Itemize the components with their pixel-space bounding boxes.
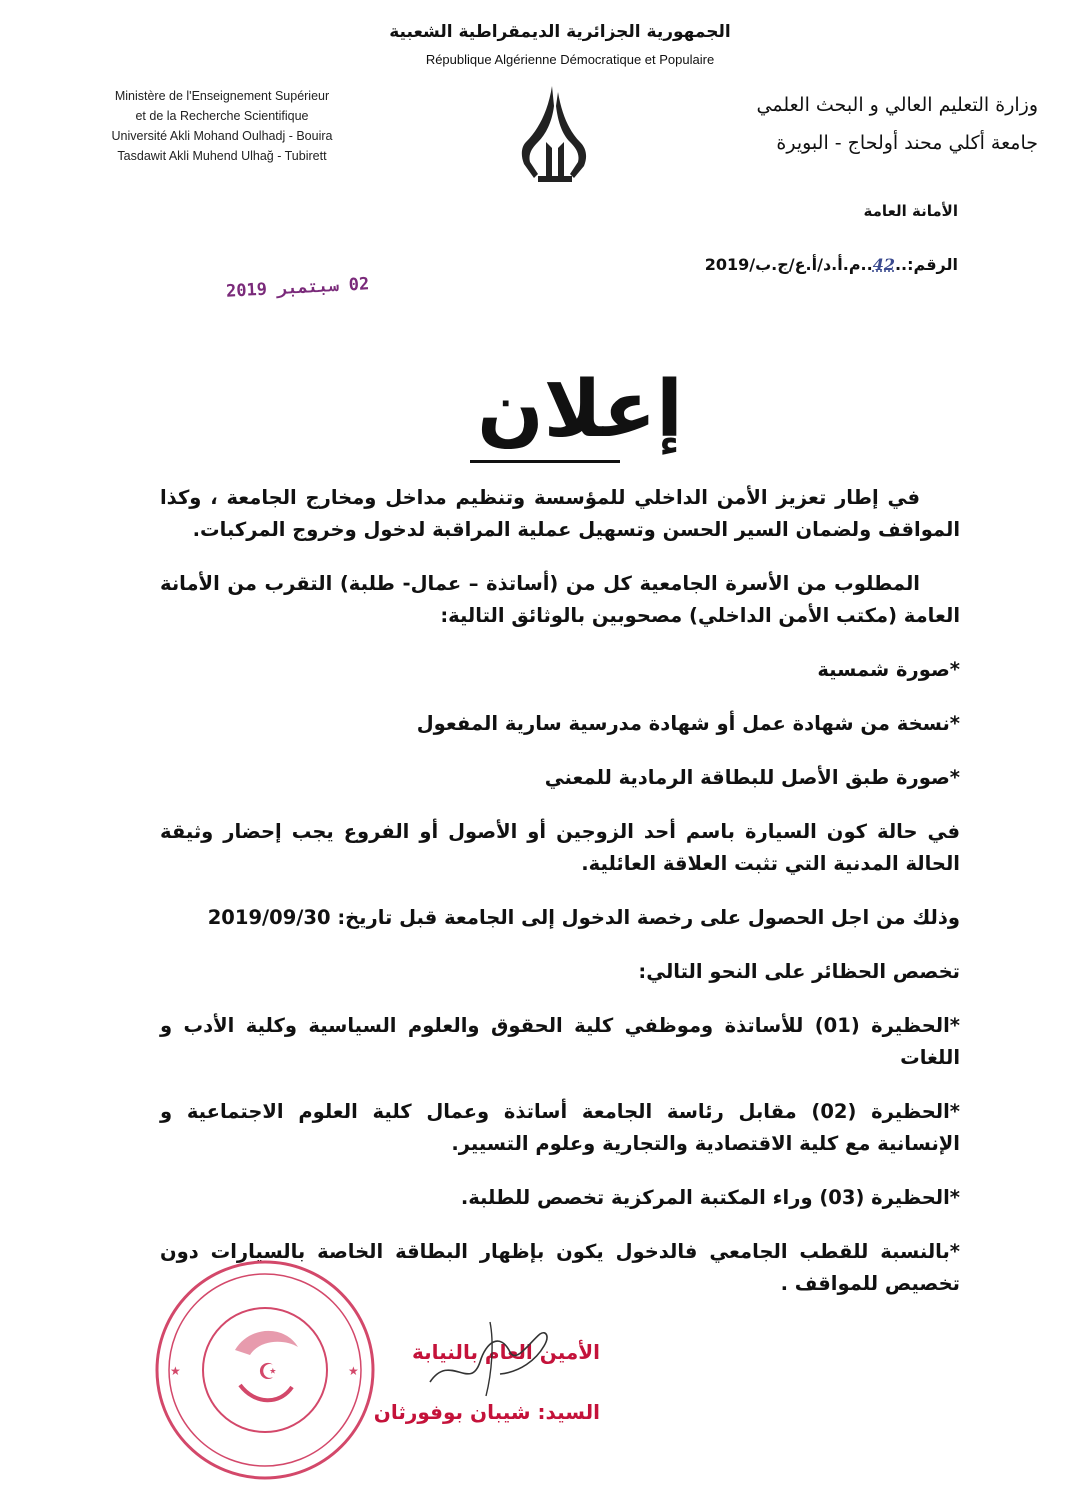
family-vehicle-paragraph: في حالة كون السيارة باسم أحد الزوجين أو الأصول أو الفروع يجب إحضار وثيقة الحالة المدنية التي تثبت العلاقة العائلية. xyxy=(160,820,960,875)
ministry-line-arabic: وزارة التعليم العالي و البحث العلمي xyxy=(756,94,1038,116)
ministry-line-2: et de la Recherche Scientifique xyxy=(135,109,309,123)
institution-block-arabic xyxy=(738,86,1038,162)
university-kabyle-line: Tasdawit Akli Muhend Ulhağ - Tubirett xyxy=(117,149,327,163)
university-line: Université Akli Mohand Oulhadj - Bouira xyxy=(111,129,333,143)
official-seal-icon xyxy=(150,1255,380,1485)
svg-text:★: ★ xyxy=(170,1364,181,1378)
parking-item-01: *الحظيرة (01) للأساتذة وموظفي كلية الحقوق والعلوم السياسية وكلية الأدب و اللغات xyxy=(160,1014,961,1069)
republic-name-arabic: الجمهورية الجزائرية الديمقراطية الشعبية xyxy=(389,22,731,42)
document-item-registration: *صورة طبق الأصل للبطاقة الرمادية للمعني xyxy=(544,766,960,789)
signatory-title: الأمين العام بالنيابة xyxy=(411,1340,600,1364)
reference-label: الرقم:.. xyxy=(894,255,958,274)
parking-item-02: *الحظيرة (02) مقابل رئاسة الجامعة أساتذة وعمال كلية العلوم الاجتماعية و الإنسانية مع كلية الاقتصادية والتجارية وعلوم التسيير. xyxy=(160,1100,961,1155)
document-item-certificate: *نسخة من شهادة عمل أو شهادة مدرسية سارية المفعول xyxy=(416,712,960,735)
reference-handwritten-number: 42 xyxy=(872,255,895,274)
date-stamp: 02 سبتمبر 2019 xyxy=(225,274,370,302)
campus-pole-paragraph: *بالنسبة للقطب الجامعي فالدخول يكون بإظهار البطاقة الخاصة بالسيارات دون تخصيص للمواقف . xyxy=(160,1240,960,1295)
svg-text:★: ★ xyxy=(348,1364,359,1378)
university-logo-icon xyxy=(508,82,600,186)
signatory-name: السيد: شيبان بوفورثان xyxy=(373,1400,600,1424)
institution-block-french xyxy=(62,86,382,166)
reference-number xyxy=(705,255,958,274)
republic-name-french: République Algérienne Démocratique et Populaire xyxy=(425,52,715,67)
document-item-photo: *صورة شمسية xyxy=(817,658,960,681)
intro-paragraph: في إطار تعزيز الأمن الداخلي للمؤسسة وتنظيم مداخل ومخارج الجامعة ، وكذا المواقف ولضمان السير الحسن وتسهيل عملية المراقبة لدخول وخروج المركبات. xyxy=(160,486,960,541)
handwritten-signature-icon xyxy=(420,1312,560,1402)
announcement-body xyxy=(160,482,960,1300)
svg-text:☪: ☪ xyxy=(258,1360,278,1385)
request-paragraph: المطلوب من الأسرة الجامعية كل من (أساتذة – عمال- طلبة) التقرب من الأمانة العامة (مكتب الأمن الداخلي) مصحوبين بالوثائق التالية: xyxy=(160,572,960,627)
title-underline xyxy=(470,460,620,463)
ministry-line-1: Ministère de l'Enseignement Supérieur xyxy=(114,89,330,103)
parking-intro: تخصص الحظائر على النحو التالي: xyxy=(638,960,960,983)
university-line-arabic: جامعة أكلي محند أولحاج - البويرة xyxy=(776,132,1038,154)
announcement-title: إعلان xyxy=(477,365,683,455)
parking-item-03: *الحظيرة (03) وراء المكتبة المركزية تخصص للطلبة. xyxy=(460,1186,960,1209)
reference-suffix: ..م.أ.د/أ.ع/ج.ب/2019 xyxy=(704,255,873,274)
deadline-paragraph: وذلك من اجل الحصول على رخصة الدخول إلى الجامعة قبل تاريخ: 2019/09/30 xyxy=(207,906,960,929)
secretariat-label: الأمانة العامة xyxy=(863,202,958,220)
